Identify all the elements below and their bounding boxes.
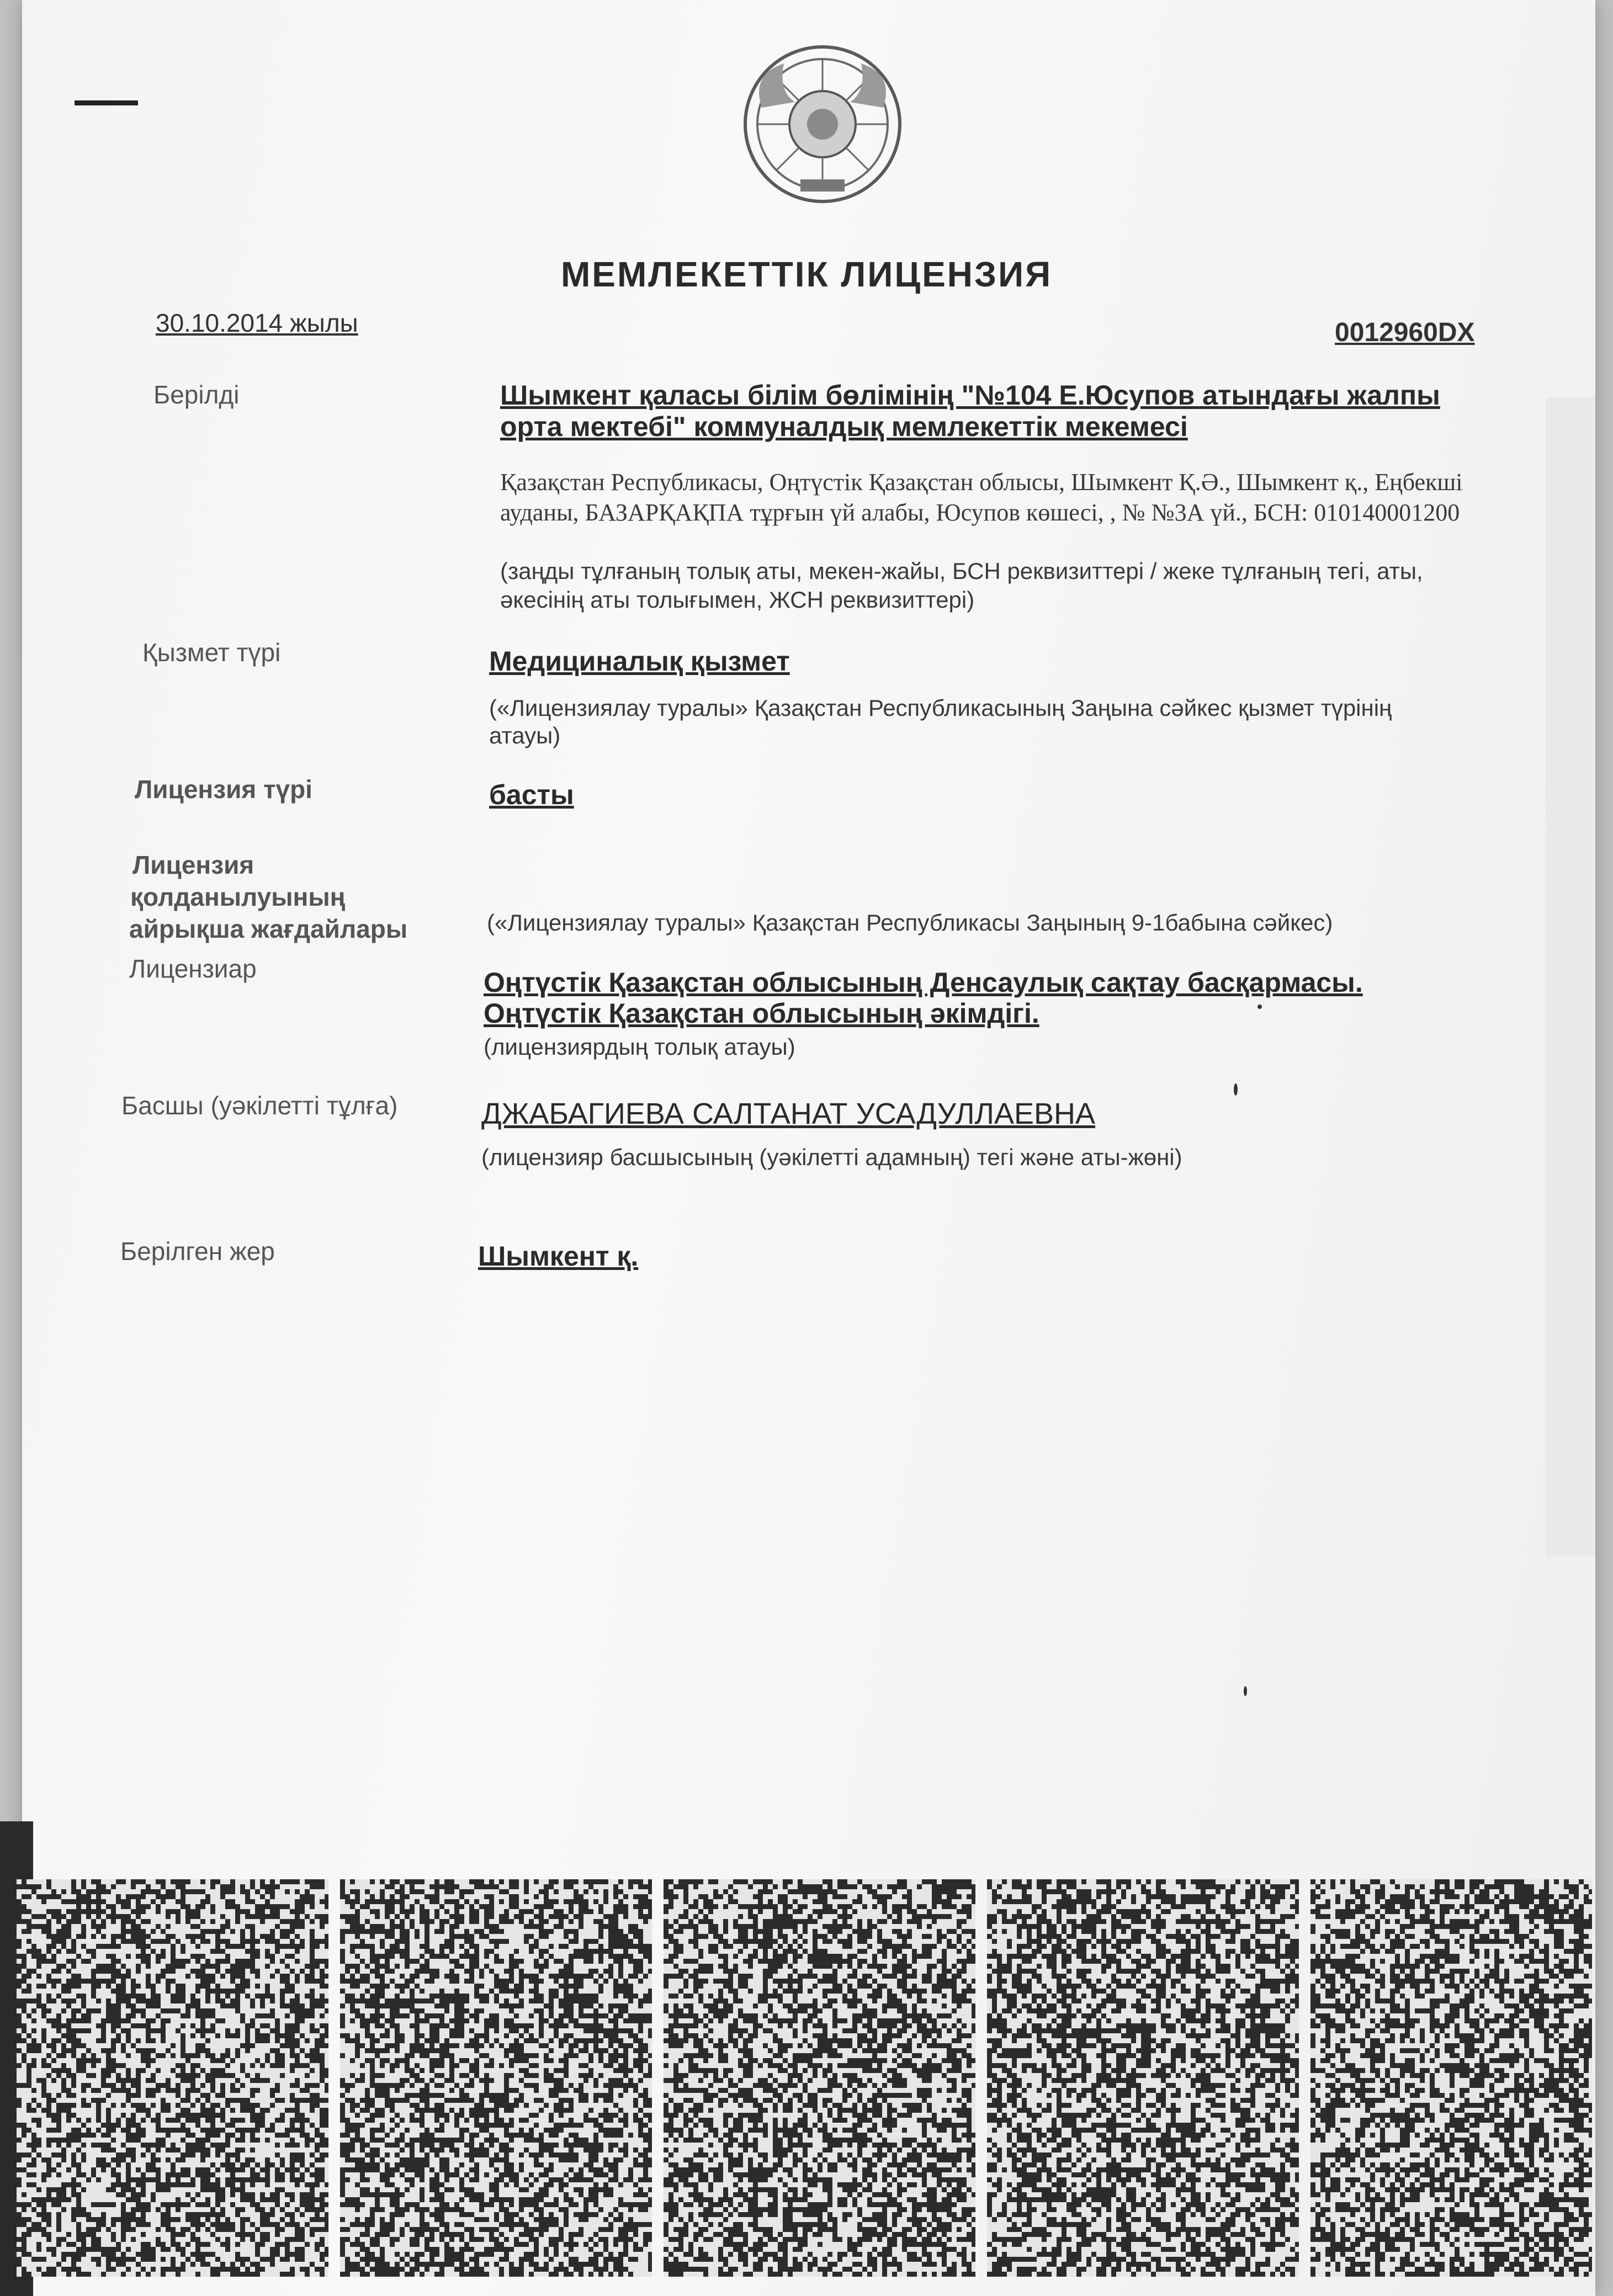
- ink-speck: [1244, 1686, 1247, 1696]
- state-emblem-icon: [740, 41, 905, 207]
- issued-note-line1: (заңды тұлғаның толық аты, мекен-жайы, БСН реквизиттері / жеке тұлғаның тегі, аты,: [500, 558, 1423, 584]
- activity-value: Медициналық қызмет: [489, 646, 790, 677]
- activity-note-line2: атауы): [489, 722, 561, 748]
- 2d-barcode-icon: [17, 1879, 328, 2277]
- issued-note-line2: әкесінің аты толығымен, ЖСН реквизиттері): [500, 587, 975, 613]
- head-label: Басшы (уәкілетті тұлға): [121, 1091, 398, 1120]
- license-type-value: басты: [489, 779, 574, 810]
- address-line1: Қазақстан Республикасы, Оңтүстік Қазақстан облысы, Шымкент Қ.Ә., Шымкент қ., Еңбекші: [500, 469, 1463, 496]
- 2d-barcode-icon: [664, 1879, 975, 2277]
- license-type-label: Лицензия түрі: [135, 775, 312, 804]
- underlying-paper-edge: [1546, 397, 1595, 1556]
- licensor-note: (лицензиярдың толық атауы): [484, 1034, 795, 1060]
- ink-speck: [1257, 1005, 1262, 1009]
- special-note: («Лицензиялау туралы» Қазақстан Республикасы Заңының 9-1бабына сәйкес): [487, 910, 1333, 936]
- special-label-line3: айрықша жағдайлары: [129, 915, 408, 943]
- ink-dash-mark: [75, 100, 138, 105]
- license-number: 0012960DX: [1335, 318, 1475, 347]
- ink-speck: [1234, 1083, 1238, 1096]
- issued-value-line1: Шымкент қаласы білім бөлімінің "№104 Е.Юсупов атындағы жалпы: [500, 380, 1440, 411]
- activity-label: Қызмет түрі: [142, 638, 281, 667]
- address-line2: ауданы, БАЗАРҚАҚПА тұрғын үй алабы, Юсупов көшесі, , № №3А үй., БСН: 010140001200: [500, 499, 1460, 526]
- document-title: МЕМЛЕКЕТТІК ЛИЦЕНЗИЯ: [560, 254, 1053, 294]
- special-label-line1: Лицензия: [132, 851, 254, 879]
- activity-note-line1: («Лицензиялау туралы» Қазақстан Республикасының Заңына сәйкес қызмет түрінің: [489, 695, 1392, 721]
- 2d-barcode-icon: [1310, 1879, 1592, 2277]
- barcode-strip: [0, 1879, 1613, 2277]
- issued-value-line2: орта мектебі" коммуналдық мемлекеттік мекемесі: [500, 411, 1188, 442]
- special-label-line2: қолданылуының: [130, 883, 346, 911]
- 2d-barcode-icon: [340, 1879, 652, 2277]
- 2d-barcode-icon: [987, 1879, 1299, 2277]
- place-label: Берілген жер: [120, 1237, 275, 1266]
- issue-date: 30.10.2014 жылы: [156, 309, 358, 337]
- licensor-label: Лицензиар: [129, 954, 257, 983]
- issued-label: Берілді: [153, 380, 240, 409]
- licensor-value-line1: Оңтүстік Қазақстан облысының Денсаулық сақтау басқармасы.: [484, 967, 1363, 998]
- head-note: (лицензияр басшысының (уәкілетті адамның) тегі және аты-жөні): [481, 1144, 1182, 1170]
- licensor-value-line2: Оңтүстік Қазақстан облысының әкімдігі.: [484, 998, 1039, 1029]
- place-value: Шымкент қ.: [478, 1241, 639, 1272]
- head-value: ДЖАБАГИЕВА САЛТАНАТ УСАДУЛЛАЕВНА: [481, 1097, 1096, 1130]
